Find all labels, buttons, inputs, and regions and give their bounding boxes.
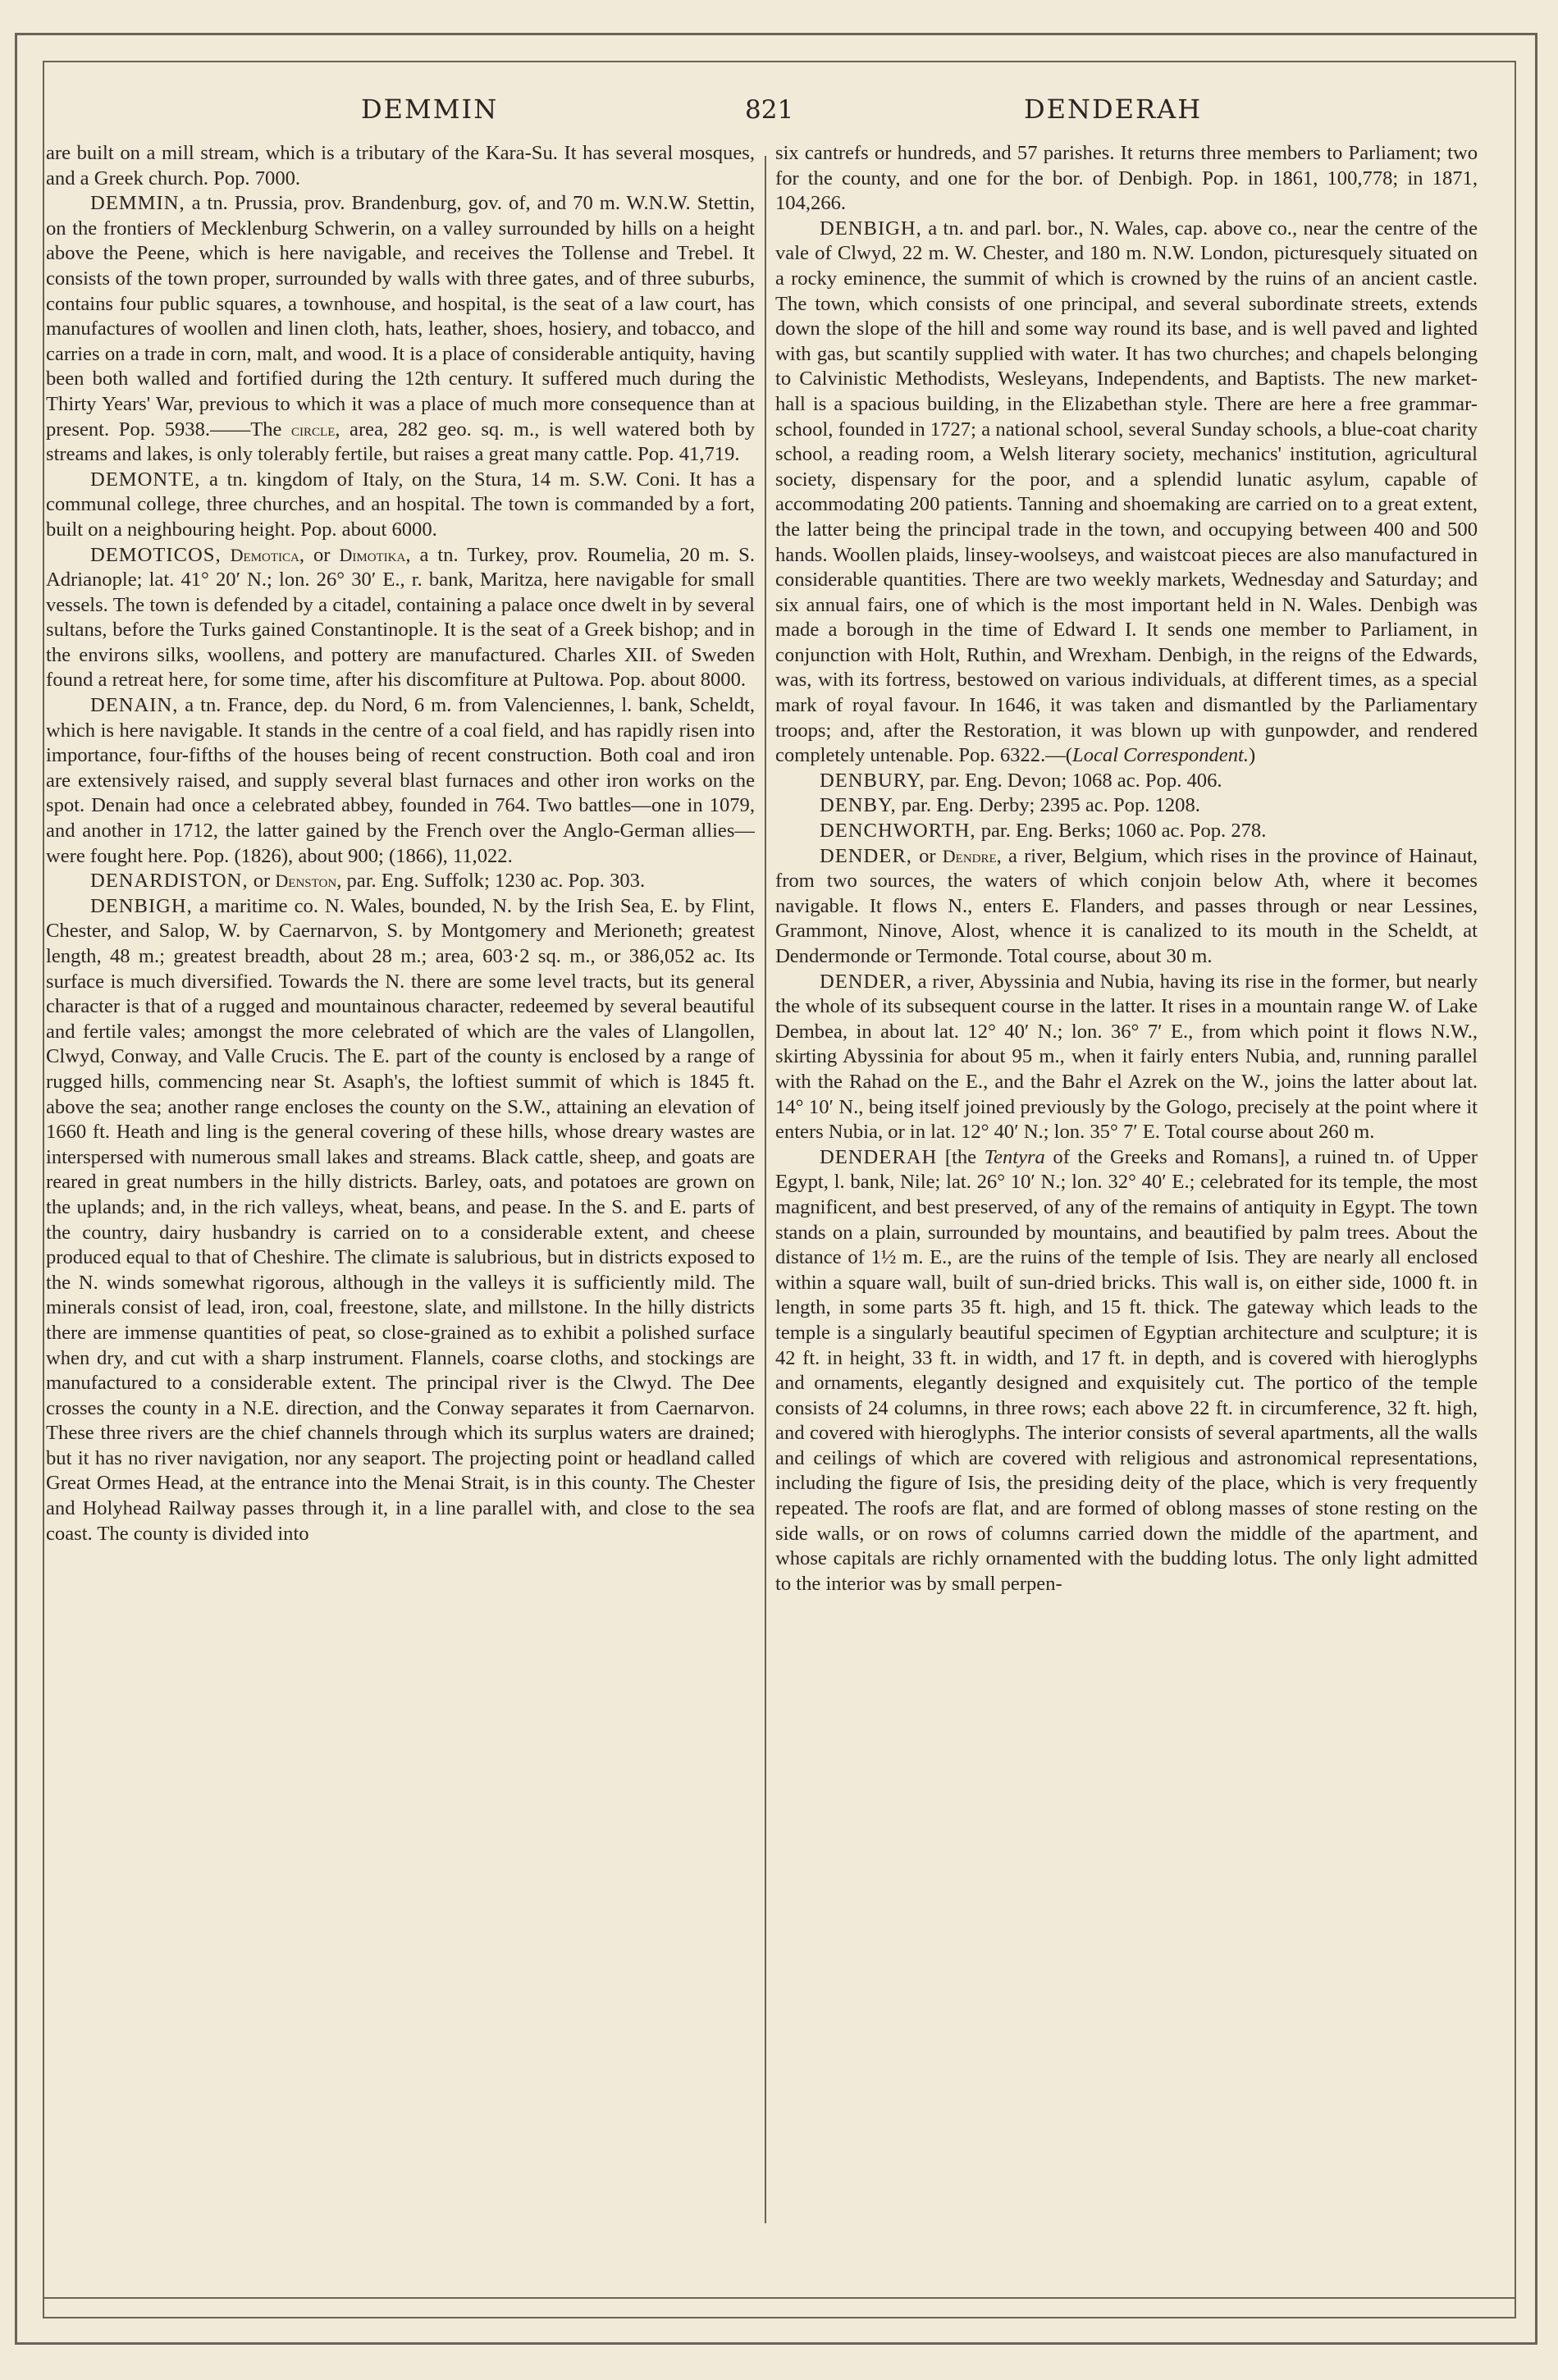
entry-text: par. Eng. Berks; 1060 ac. Pop. 278. xyxy=(975,820,1267,843)
column-divider xyxy=(765,156,766,2223)
running-header xyxy=(57,89,1501,138)
headword: DEMOTICOS, xyxy=(90,543,222,566)
left-column xyxy=(46,141,755,2250)
entry-denby xyxy=(775,793,1478,819)
entry-denderah xyxy=(775,1145,1478,1597)
continuation-text: six cantrefs or hundreds, and 57 parishes. It returns three members to Parliament; two for the county, and one for the bor. of Denbigh. Pop. in 1861, 100,778; in 1871, 104,266. xyxy=(775,142,1478,215)
entry-demonte xyxy=(46,468,755,543)
entry-demoticos xyxy=(46,543,755,694)
entry-text: a tn. kingdom of Italy, on the Stura, 14 m. S.W. Coni. It has a communal college, three churches, and an hospital. The town is commanded by a fort, built on a neighbouring height. Pop. about 6000. xyxy=(46,468,755,541)
small-caps-text: Dendre xyxy=(942,845,997,866)
header-right-word: DENDERAH xyxy=(1024,94,1203,125)
right-column xyxy=(775,141,1478,2250)
small-caps-text: Denston xyxy=(275,870,337,892)
entry-dender-belgium xyxy=(775,844,1478,970)
entry-text-tail: of the Greeks and Romans], a ruined tn. of Upper Egypt, l. bank, Nile; lat. 26° 10′ N.; lon. 32° 40′ E.; celebrated for its temple, the most magnificent, and best preserved, of any of the remains of antiquity in Egypt. The town stands on a plain, surrounded by mountains, and beautified by palm trees. About the distance of 1½ m. E., are the ruins of the temple of Isis. They are nearly all enclosed within a square wall, built of sun-dried bricks. This wall is, on either side, 1000 ft. in length, in some parts 35 ft. high, and 15 ft. thick. The gateway which leads to the temple is a singularly beautiful specimen of Egyptian architecture and sculpture; it is 42 ft. in height, 33 ft. in width, and 17 ft. in depth, and is covered with hieroglyphs and ornaments, elegantly designed and exquisitely cut. The portico of the temple consists of 24 columns, in three rows; each above 22 ft. in circumference, 32 ft. high, and covered with hieroglyphs. The interior consists of several apartments, all the walls and ceilings of which are covered with religious and astronomical representations, including the figure of Isis, the presiding deity of the place, which is very frequently repeated. The roofs are flat, and are formed of oblong masses of stone resting on the side walls, or on rows of columns carried down the middle of the apartment, and whose capitals are richly ornamented with the budding lotus. The only light admitted to the interior was by small perpen- xyxy=(775,1145,1478,1595)
headword: DEMMIN, xyxy=(90,192,185,215)
headword: DENAIN, xyxy=(90,694,179,717)
entry-text xyxy=(222,544,231,566)
entry-text: a maritime co. N. Wales, bounded, N. by the Irish Sea, E. by Flint, Chester, and Salop, W. by Caernarvon, S. by Montgomery and Merioneth; greatest length, 48 m.; greatest breadth, about 28 m.; area, 603·2 sq. m., or 386,052 ac. Its surface is much diversified. Towards the N. there are some level tracts, but its general character is that of a rugged and mountainous character, redeemed by several beautiful and fertile vales; amongst the more celebrated of which are the vales of Llangollen, Clwyd, Conway, and Valle Crucis. The E. part of the county is enclosed by a range of rugged hills, commencing near St. Asaph's, the loftiest summit of which is 1845 ft. above the sea; another range encloses the county on the S.W., attaining an elevation of 1660 ft. Heath and ling is the general covering of these hills, whose dreary wastes are interspersed with numerous small lakes and streams. Black cattle, sheep, and goats are reared in great numbers in the hilly districts. Barley, oats, and potatoes are grown on the uplands; and, in the rich valleys, wheat, beans, and pease. In the S. and E. parts of the country, dairy husbandry is carried on to a considerable extent, and cheese produced equal to that of Cheshire. The climate is salubrious, but in districts exposed to the N. winds somewhat rigorous, although in the valleys it is sufficiently mild. The minerals consist of lead, iron, coal, freestone, slate, and millstone. In the hilly districts there are immense quantities of peat, so close-grained as to exhibit a polished surface when dry, and cut with a sharp instrument. Flannels, coarse cloths, and stockings are manufactured to a considerable extent. The principal river is the Clwyd. The Dee crosses the county in a N.E. direction, and the Conway separates it from Caernarvon. These three rivers are the chief channels through which its surplus waters are drained; but it has no river navigation, nor any seaport. The projecting point or headland called Great Ormes Head, at the entrance into the Menai Strait, is in this county. The Chester and Holyhead Railway passes through it, in a line parallel with, and close to the sea coast. The county is divided into xyxy=(46,894,755,1545)
italic-name: Tentyra xyxy=(984,1145,1045,1168)
headword: DENDER, xyxy=(820,970,912,993)
entry-text: a tn. France, dep. du Nord, 6 m. from Valenciennes, l. bank, Scheldt, which is here navigable. It stands in the centre of a coal field, and has rapidly risen into importance, four-fifths of the houses being of recent construction. Both coal and iron are extensively raised, and supply several blast furnaces and other iron works on the spot. Denain had once a celebrated abbey, founded in 764. Two battles—one in 1079, and another in 1712, the latter gained by the French over the Anglo-German allies—were fought here. Pop. (1826), about 900; (1866), 11,022. xyxy=(46,694,755,867)
small-caps-text: Demotica xyxy=(230,544,299,565)
entry-text: [the xyxy=(937,1145,985,1168)
entry-text-tail: ) xyxy=(1248,744,1256,767)
entry-text: a river, Abyssinia and Nubia, having its rise in the former, but nearly the whole of its subsequent course in the latter. It rises in a mountain range W. of Lake Dembea, in about lat. 12° 40′ N.; lon. 36° 7′ E., from which point it flows N.W., skirting Abyssinia for about 95 m., when it fairly enters Nubia, and, running parallel with the Rahad on the E., and the Bahr el Azrek on the W., joins the latter about lat. 14° 10′ N., being itself joined previously by the Gologo, precisely at the point where it enters Nubia, or in lat. 12° 40′ N.; lon. 35° 7′ E. Total course about 260 m. xyxy=(775,970,1478,1144)
entry-denain xyxy=(46,693,755,869)
headword: DENBIGH, xyxy=(820,217,922,240)
bottom-rule xyxy=(43,2297,1516,2299)
headword: DENCHWORTH, xyxy=(820,820,976,843)
headword: DENBURY, xyxy=(820,769,925,792)
entry-denbigh-county xyxy=(46,894,755,1546)
headword: DENDER, xyxy=(820,844,912,867)
headword: DENBIGH, xyxy=(90,894,193,917)
headword: DEMONTE, xyxy=(90,468,201,491)
headword: DENBY, xyxy=(820,794,897,817)
entry-text-tail: , par. Eng. Suffolk; 1230 ac. Pop. 303. xyxy=(336,870,646,893)
entry-denbury xyxy=(775,769,1478,794)
page-number: 821 xyxy=(745,95,794,125)
entry-text: par. Eng. Derby; 2395 ac. Pop. 1208. xyxy=(896,794,1200,817)
entry-text-tail: , a tn. Turkey, prov. Roumelia, 20 m. S. Adrianople; lat. 41° 20′ N.; lon. 26° 30′ E., r. bank, Maritza, here navigable for small vessels. The town is defended by a citadel, containing a palace once dwelt in by several sultans, before the Turks gained Constantinople. It is the seat of a Greek bishop; and in the environs silks, woollens, and pottery are manufactured. Charles XII. of Sweden found a retreat here, for some time, after his discomfiture at Pultowa. Pop. about 8000. xyxy=(46,543,755,692)
small-caps-text-2: Dimotika xyxy=(339,544,406,565)
headword: DENDERAH xyxy=(820,1145,938,1168)
entry-denardiston xyxy=(46,869,755,894)
headword: DENARDISTON, xyxy=(90,870,249,893)
italic-source: Local Correspondent. xyxy=(1072,744,1249,767)
entry-text: or xyxy=(248,870,276,893)
header-left-word: DEMMIN xyxy=(361,94,499,125)
entry-denbigh-town xyxy=(775,217,1478,769)
small-caps-text: circle xyxy=(291,418,336,440)
entry-text-mid: , or xyxy=(299,543,340,566)
entry-dender-abyssinia xyxy=(775,970,1478,1145)
entry-text: a tn. and parl. bor., N. Wales, cap. above co., near the centre of the vale of Clwyd, 22 m. W. Chester, and 180 m. N.W. London, picturesquely situated on a rocky eminence, the summit of which is crowned by the ruins of an ancient castle. The town, which consists of one principal, and several subordinate streets, extends down the slope of the hill and some way round its base, and is well paved and lighted with gas, but scantily supplied with water. It has two churches; and chapels belonging to Calvinistic Methodists, Wesleyans, Independents, and Baptists. The new market-hall is a spacious building, in the Elizabethan style. There are here a free grammar-school, founded in 1727; a national school, several Sunday schools, a blue-coat charity school, a reading room, a Welsh literary society, mechanics' institution, agricultural society, dispensary for the poor, and a splendid lunatic asylum, capable of accommodating 200 patients. Tanning and shoemaking are carried on to a great extent, the latter being the principal trade in the town, and occupying between 400 and 500 hands. Woollen plaids, linsey-woolseys, and waistcoat pieces are also manufactured in considerable quantities. There are two weekly markets, Wednesday and Saturday; and six annual fairs, one of which is the most important held in N. Wales. Denbigh was made a borough in the time of Edward I. It sends one member to Parliament, in conjunction with Holt, Ruthin, and Wrexham. Denbigh, in the reigns of the Edwards, was, with its fortress, bestowed on various individuals, at different times, as a special mark of royal favour. In 1646, it was taken and dismantled by the Parliamentary troops; and, after the Restoration, it was blown up with gunpowder, and rendered completely untenable. Pop. 6322.—( xyxy=(775,217,1478,767)
entry-text-tail: , area, 282 geo. sq. m., is well watered both by streams and lakes, is only tolerably fertile, but raises a great many cattle. Pop. 41,719. xyxy=(46,418,755,466)
entry-text: par. Eng. Devon; 1068 ac. Pop. 406. xyxy=(925,769,1222,792)
entry-demmin xyxy=(46,191,755,468)
continuation-text: are built on a mill stream, which is a tributary of the Kara-Su. It has several mosques, and a Greek church. Pop. 7000. xyxy=(46,142,755,190)
entry-text: a tn. Prussia, prov. Brandenburg, gov. of, and 70 m. W.N.W. Stettin, on the frontiers of Mecklenburg Schwerin, on a valley surrounded by hills on a height above the Peene, which is here navigable, and receives the Tollense and Trebel. It consists of the town proper, surrounded by walls with three gates, and of three suburbs, contains four public squares, a townhouse, and hospital, is the seat of a law court, has manufactures of woollen and linen cloth, hats, leather, shoes, hosiery, and tobacco, and carries on a trade in corn, malt, and wood. It is a place of considerable antiquity, having been both walled and fortified during the 12th century. It suffered much during the Thirty Years' War, previous to which it was a place of much more consequence than at present. Pop. 5938.——The xyxy=(46,192,755,441)
entry-text-tail: , a river, Belgium, which rises in the province of Hainaut, from two sources, the waters of which conjoin below Ath, where it becomes navigable. It flows N., enters E. Flanders, and passes through or near Lessines, Grammont, Ninove, Alost, whence it is canalized to its mouth in the Scheldt, at Dendermonde or Termonde. Total course, about 30 m. xyxy=(775,844,1478,967)
entry-text: or xyxy=(911,844,943,867)
entry-denchworth xyxy=(775,819,1478,844)
